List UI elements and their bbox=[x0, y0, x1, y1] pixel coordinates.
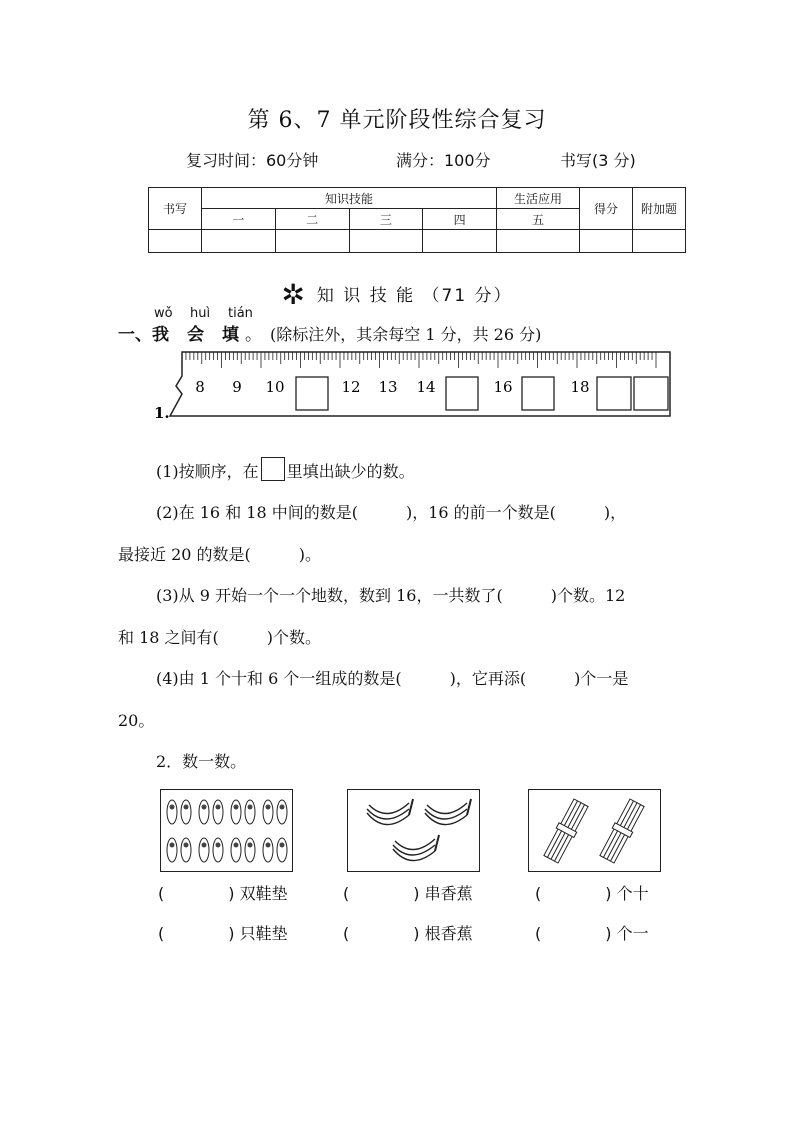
insoles-picture bbox=[160, 789, 293, 872]
ruler bbox=[154, 350, 676, 422]
answer-ones[interactable]: ( ) 个一 bbox=[535, 924, 649, 943]
insole-pattern bbox=[184, 805, 189, 810]
sub-question-4-line-1: (4)由 1 个十和 6 个一组成的数是( )，它再添( )个一是 bbox=[156, 669, 629, 688]
insole-pattern bbox=[280, 843, 285, 848]
ruler-number: 16 bbox=[493, 378, 513, 396]
sub-question-3-line-2: 和 18 之间有( )个数。 bbox=[118, 628, 322, 647]
review-time: 复习时间：60分钟 bbox=[186, 151, 319, 170]
sub-question-1 bbox=[156, 457, 415, 482]
insole-icon bbox=[213, 800, 223, 824]
insole-pattern bbox=[248, 843, 253, 848]
blank-box-icon bbox=[261, 457, 285, 481]
insole-icon bbox=[199, 838, 209, 862]
pinyin-hui: huì bbox=[190, 306, 211, 321]
insole-icon bbox=[277, 800, 287, 824]
writing-header: 书写 bbox=[149, 188, 202, 230]
insole-icon bbox=[167, 800, 177, 824]
insole-pattern bbox=[184, 843, 189, 848]
blank-box[interactable] bbox=[446, 377, 478, 410]
insole-icon bbox=[245, 800, 255, 824]
blank-box[interactable] bbox=[634, 377, 668, 410]
insole-pattern bbox=[248, 805, 253, 810]
insole-icon bbox=[181, 838, 191, 862]
bonus-header: 附加题 bbox=[633, 188, 686, 230]
insole-pattern bbox=[170, 843, 175, 848]
sub-question-2-line-1: (2)在 16 和 18 中间的数是( )，16 的前一个数是( )， bbox=[156, 503, 627, 522]
col-5: 五 bbox=[497, 209, 580, 230]
col-1: 一 bbox=[202, 209, 276, 230]
blank-box[interactable] bbox=[296, 377, 328, 410]
score-cell[interactable] bbox=[149, 230, 202, 253]
knowledge-header: 知识技能 bbox=[202, 188, 497, 209]
insole-pattern bbox=[170, 805, 175, 810]
answer-single-bananas[interactable]: ( ) 根香蕉 bbox=[343, 924, 473, 943]
answer-single-insoles[interactable]: ( ) 只鞋垫 bbox=[158, 924, 288, 943]
ruler-number: 13 bbox=[378, 378, 398, 396]
insole-pattern bbox=[202, 805, 207, 810]
q1-prefix: 一、 bbox=[118, 325, 152, 345]
q1-char-2: 会 bbox=[187, 325, 204, 345]
insole-icon bbox=[167, 838, 177, 862]
page-title: 第 6、7 单元阶段性综合复习 bbox=[247, 108, 547, 133]
sub-question-3-line-1: (3)从 9 开始一个一个地数，数到 16，一共数了( )个数。12 bbox=[156, 586, 626, 605]
insole-icon bbox=[245, 838, 255, 862]
score-cell[interactable] bbox=[423, 230, 497, 253]
score-cell[interactable] bbox=[275, 230, 349, 253]
insole-icon bbox=[231, 800, 241, 824]
score-header: 得分 bbox=[580, 188, 633, 230]
insole-icon bbox=[263, 838, 273, 862]
ruler-number: 10 bbox=[265, 378, 285, 396]
insole-pattern bbox=[280, 805, 285, 810]
insole-icon bbox=[263, 800, 273, 824]
q1-end: 。 bbox=[245, 325, 262, 345]
insole-pattern bbox=[216, 805, 221, 810]
score-cell[interactable] bbox=[633, 230, 686, 253]
col-3: 三 bbox=[349, 209, 423, 230]
col-2: 二 bbox=[275, 209, 349, 230]
insole-icon bbox=[181, 800, 191, 824]
insole-icon bbox=[213, 838, 223, 862]
full-score: 满分：100分 bbox=[396, 151, 491, 170]
score-cell[interactable] bbox=[202, 230, 276, 253]
insole-pattern bbox=[266, 805, 271, 810]
sub-question-2-line-2: 最接近 20 的数是( )。 bbox=[118, 545, 322, 564]
life-header: 生活应用 bbox=[497, 188, 580, 209]
ruler-number: 8 bbox=[195, 378, 205, 396]
score-cell[interactable] bbox=[580, 230, 633, 253]
flower-icon: ✲ bbox=[281, 278, 307, 311]
score-table bbox=[148, 187, 686, 253]
insole-pattern bbox=[202, 843, 207, 848]
blank-box[interactable] bbox=[597, 377, 631, 410]
score-cell[interactable] bbox=[349, 230, 423, 253]
pinyin-tian: tián bbox=[228, 306, 253, 321]
insole-icon bbox=[231, 838, 241, 862]
q1-note: (除标注外，其余每空 1 分，共 26 分) bbox=[270, 325, 542, 344]
ruler-number: 12 bbox=[341, 378, 361, 396]
item-number: 1. bbox=[154, 404, 170, 422]
col-4: 四 bbox=[423, 209, 497, 230]
ruler-number: 9 bbox=[232, 378, 242, 396]
ruler-number: 14 bbox=[416, 378, 436, 396]
score-cell[interactable] bbox=[497, 230, 580, 253]
answer-pairs-insoles[interactable]: ( ) 双鞋垫 bbox=[158, 884, 288, 903]
insole-pattern bbox=[234, 805, 239, 810]
bananas-picture bbox=[347, 789, 480, 872]
sticks-picture bbox=[528, 789, 661, 872]
blank-box[interactable] bbox=[522, 377, 554, 410]
q1-char-3: 填 bbox=[222, 325, 239, 345]
section-heading bbox=[0, 278, 794, 311]
insole-pattern bbox=[216, 843, 221, 848]
s1-text-a: (1)按顺序，在 bbox=[156, 462, 259, 481]
insole-icon bbox=[199, 800, 209, 824]
insole-pattern bbox=[266, 843, 271, 848]
writing-score: 书写(3 分) bbox=[560, 151, 636, 170]
sub-question-4-line-2: 20。 bbox=[118, 711, 155, 730]
question-1-heading bbox=[118, 320, 541, 345]
answer-bunches-bananas[interactable]: ( ) 串香蕉 bbox=[343, 884, 473, 903]
question-2-label: 2．数一数。 bbox=[156, 752, 247, 771]
insole-icon bbox=[277, 838, 287, 862]
pinyin-wo: wǒ bbox=[154, 306, 173, 321]
s1-text-b: 里填出缺少的数。 bbox=[286, 462, 415, 481]
q1-char-1: 我 bbox=[152, 325, 169, 345]
ruler-number: 18 bbox=[570, 378, 590, 396]
insole-pattern bbox=[234, 843, 239, 848]
answer-tens[interactable]: ( ) 个十 bbox=[535, 884, 649, 903]
section-label: 知 识 技 能 （71 分） bbox=[316, 286, 513, 306]
